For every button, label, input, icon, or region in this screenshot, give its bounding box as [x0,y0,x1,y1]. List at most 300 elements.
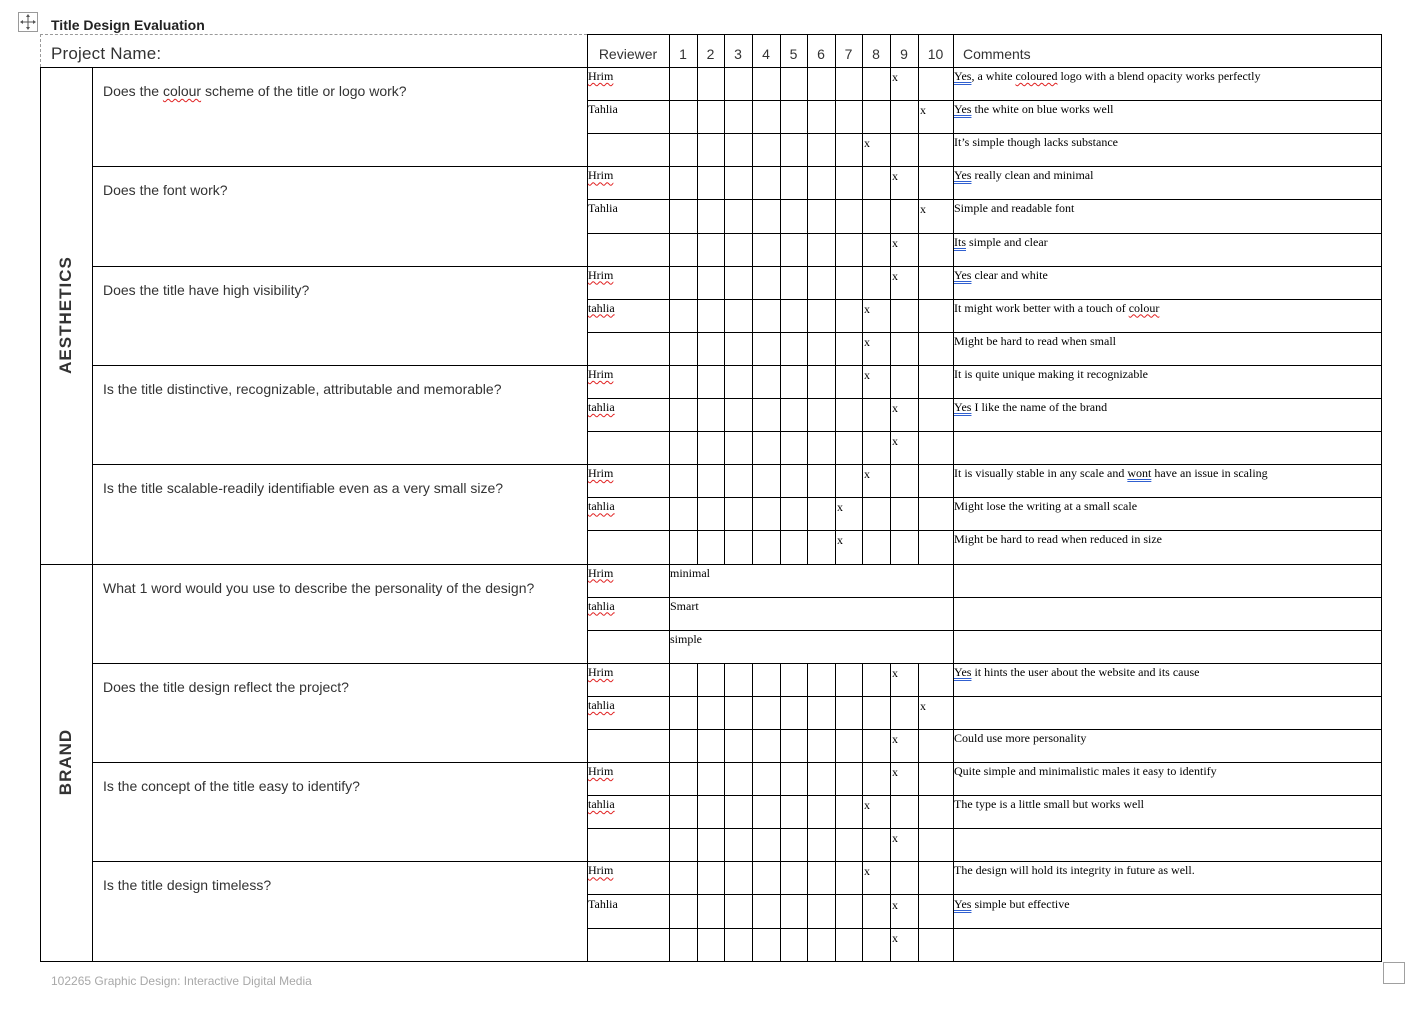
score-divider [697,861,698,895]
score-divider [862,67,863,101]
score-divider [780,762,781,796]
score-divider [862,762,863,796]
comment-text[interactable]: Yes clear and white [954,267,1048,282]
score-divider [807,464,808,498]
score-divider [835,696,836,730]
score-mark-9[interactable]: x [892,665,898,680]
score-divider [862,828,863,862]
score-divider [862,332,863,366]
table-right-border [1381,266,1382,300]
score-divider [780,696,781,730]
score-divider [752,530,753,565]
score-divider [669,67,670,101]
score-divider [862,166,863,200]
score-mark-8[interactable]: x [864,334,870,349]
score-divider [780,928,781,962]
row-divider [587,133,1382,134]
score-divider [862,365,863,399]
score-mark-8[interactable]: x [864,864,870,879]
score-divider [890,795,891,829]
score-divider [835,530,836,565]
score-divider [890,828,891,862]
score-divider [918,398,919,432]
score-divider [752,233,753,267]
score-divider [835,299,836,333]
score-divider [724,166,725,200]
score-divider [890,365,891,399]
score-divider [862,266,863,300]
score-divider [807,928,808,962]
score-divider [890,928,891,962]
score-mark-8[interactable]: x [864,467,870,482]
score-mark-8[interactable]: x [864,798,870,813]
header-right-border [1381,34,1382,68]
score-divider [780,199,781,234]
score-divider [918,663,919,697]
word-answer[interactable]: simple [670,631,702,646]
score-divider [697,795,698,829]
score-divider [835,828,836,862]
reviewer-name: Tahlia [588,201,618,216]
section-divider [40,961,1382,962]
table-left-border [40,564,41,962]
reviewer-name: tahlia [588,697,615,712]
score-divider [862,696,863,730]
score-divider [724,199,725,234]
score-divider [918,365,919,399]
score-divider [807,762,808,796]
score-divider [918,431,919,465]
score-divider [835,100,836,134]
score-divider [780,365,781,399]
score-divider [669,497,670,531]
score-divider [669,729,670,763]
table-right-border [1381,431,1382,465]
row-divider [587,100,1382,101]
reviewer-left-border [587,266,588,300]
score-divider [780,894,781,929]
header-score-2: 2 [706,46,715,62]
question-divider [92,861,1382,862]
score-divider [890,729,891,763]
reviewer-left-border [587,67,588,101]
score-divider [752,100,753,134]
question-left-border [92,464,93,565]
score-divider [697,928,698,962]
header-reviewer: Reviewer [598,46,658,62]
score-divider [724,861,725,895]
score-mark-9[interactable]: x [892,169,898,184]
score-divider [669,464,670,498]
reviewer-left-border [587,795,588,829]
reviewer-name: tahlia [588,499,615,514]
comment-text[interactable]: Yes the white on blue works well [954,102,1114,117]
table-right-border [1381,530,1382,565]
score-divider [807,398,808,432]
comment-text[interactable]: Might lose the writing at a small scale [954,499,1138,514]
table-right-border [1381,199,1382,234]
score-divider [752,431,753,465]
score-divider [918,166,919,200]
score-mark-9[interactable]: x [892,897,898,912]
reviewer-name: tahlia [588,598,615,613]
comment-text[interactable]: Quite simple and minimalistic males it easy to identify [954,764,1217,779]
reviewer-name: Hrim [588,565,614,580]
question-text: Does the title have high visibility? [103,281,310,298]
row-divider [587,630,1382,631]
score-divider [890,762,891,796]
answer-divider [669,564,670,598]
row-divider [587,795,1382,796]
score-divider [669,199,670,234]
score-divider [807,365,808,399]
question-divider [92,365,1382,366]
score-divider [890,67,891,101]
question-left-border [92,67,93,167]
table-right-border [1381,762,1382,796]
score-divider [953,828,954,862]
score-divider [752,166,753,200]
reviewer-name: Hrim [588,664,614,679]
table-right-border [1381,133,1382,167]
score-divider [890,266,891,300]
comment-text[interactable]: Yes I like the name of the brand [954,400,1108,414]
score-divider [807,100,808,134]
score-divider [724,266,725,300]
question-divider [92,266,1382,267]
table-right-border [1381,100,1382,134]
reviewer-name: Hrim [588,69,614,83]
score-divider [724,67,725,101]
question-text: Is the title scalable-readily identifiable even as a very small size? [103,480,504,497]
comment-text[interactable]: Yes simple but effective [954,896,1070,911]
score-divider [697,398,698,432]
table-right-border [1381,365,1382,399]
score-divider [862,464,863,498]
word-answer[interactable]: Smart [670,598,699,613]
score-divider [669,266,670,300]
header-comments: Comments [963,46,1031,62]
score-divider [697,365,698,399]
table-right-border [1381,928,1382,962]
score-divider [807,166,808,200]
table-move-handle[interactable] [18,12,38,32]
score-divider [918,828,919,862]
score-divider [724,663,725,697]
comment-text[interactable]: It is quite unique making it recognizable [954,366,1148,381]
score-divider [724,365,725,399]
reviewer-name: tahlia [588,400,615,414]
score-mark-9[interactable]: x [892,831,898,846]
score-divider [890,530,891,565]
score-divider [724,299,725,333]
score-divider [669,795,670,829]
score-divider [752,928,753,962]
comment-text[interactable]: It is visually stable in any scale and wont have an issue in scaling [954,466,1268,481]
score-divider [862,233,863,267]
score-divider [697,266,698,300]
score-divider [697,497,698,531]
comment-text[interactable]: Might be hard to read when small [954,333,1116,348]
score-divider [669,696,670,730]
score-divider [697,133,698,167]
score-mark-9[interactable]: x [892,930,898,945]
document-title: Title Design Evaluation [51,17,205,33]
header-score-6: 6 [817,46,825,62]
table-right-border [1381,299,1382,333]
score-divider [835,894,836,929]
table-right-border [1381,663,1382,697]
score-mark-9[interactable]: x [892,401,898,415]
score-divider [918,199,919,234]
header-score-divider [953,34,954,68]
score-divider [752,861,753,895]
reviewer-name: Tahlia [588,896,618,911]
table-right-border [1381,166,1382,200]
score-divider [752,398,753,432]
score-divider [835,166,836,200]
score-divider [669,332,670,366]
score-divider [752,332,753,366]
score-divider [890,100,891,134]
score-divider [835,233,836,267]
comment-text[interactable]: It’s simple though lacks substance [954,135,1118,150]
comment-text[interactable]: Could use more personality [954,731,1087,745]
score-divider [918,729,919,763]
score-mark-9[interactable]: x [892,235,898,250]
score-divider [780,795,781,829]
table-resize-handle[interactable] [1383,962,1405,984]
score-mark-9[interactable]: x [892,70,898,84]
table-right-border [1381,564,1382,598]
score-divider [697,166,698,200]
score-divider [953,928,954,962]
comment-text[interactable]: It might work better with a touch of colour [954,300,1160,315]
score-divider [724,795,725,829]
comment-divider [953,564,954,598]
comment-text[interactable]: Yes really clean and minimal [954,168,1094,183]
score-divider [862,133,863,167]
score-mark-9[interactable]: x [892,765,898,780]
table-right-border [1381,398,1382,432]
table-right-border [1381,597,1382,631]
score-divider [890,464,891,498]
score-divider [807,894,808,929]
reviewer-left-border [587,133,588,167]
footer-text: 102265 Graphic Design: Interactive Digital Media [51,974,312,988]
score-divider [807,795,808,829]
score-divider [918,233,919,267]
project-name-label[interactable]: Project Name: [51,44,162,63]
score-divider [835,365,836,399]
question-left-border [92,564,93,664]
score-divider [752,133,753,167]
score-divider [697,696,698,730]
reviewer-left-border [587,464,588,498]
score-divider [918,332,919,366]
score-divider [835,199,836,234]
score-divider [862,861,863,895]
reviewer-name: Hrim [588,863,614,878]
score-divider [697,762,698,796]
question-text: Is the title distinctive, recognizable, attributable and memorable? [103,380,502,397]
score-divider [890,332,891,366]
comment-text[interactable]: Yes, a white coloured logo with a blend opacity works perfectly [954,69,1261,83]
score-divider [835,332,836,366]
table-right-border [1381,464,1382,498]
score-divider [669,233,670,267]
score-divider [918,530,919,565]
comment-text[interactable]: Yes it hints the user about the website and its cause [954,664,1200,679]
header-score-9: 9 [900,46,908,62]
header-score-4: 4 [762,46,770,62]
word-answer[interactable]: minimal [670,565,710,580]
score-divider [697,199,698,234]
reviewer-left-border [587,828,588,862]
score-divider [807,497,808,531]
score-mark-8[interactable]: x [864,301,870,316]
question-left-border [92,663,93,763]
score-divider [780,133,781,167]
score-divider [918,299,919,333]
score-divider [752,199,753,234]
score-divider [724,894,725,929]
reviewer-left-border [587,365,588,399]
score-mark-10[interactable]: x [920,698,926,713]
score-mark-10[interactable]: x [920,202,926,217]
row-divider [587,398,1382,399]
score-mark-8[interactable]: x [864,367,870,382]
comment-text[interactable]: Might be hard to read when reduced in size [954,532,1162,547]
score-divider [862,663,863,697]
score-divider [669,431,670,465]
table-right-border [1381,828,1382,862]
reviewer-left-border [587,497,588,531]
score-divider [780,299,781,333]
score-divider [669,299,670,333]
score-divider [697,663,698,697]
score-divider [724,431,725,465]
score-divider [918,100,919,134]
score-divider [807,299,808,333]
section-label-brand: BRAND [56,728,75,796]
comment-text[interactable]: Its simple and clear [954,234,1048,249]
reviewer-name: tahlia [588,300,615,315]
answer-divider [669,630,670,664]
score-divider [752,828,753,862]
comment-divider [953,597,954,631]
score-divider [752,663,753,697]
question-left-border [92,365,93,465]
header-top-border [587,34,1382,35]
score-divider [835,663,836,697]
score-divider [697,332,698,366]
row-divider [587,530,1382,531]
section-divider [40,564,1382,565]
score-divider [807,431,808,465]
score-divider [780,332,781,366]
score-divider [835,398,836,432]
score-divider [752,762,753,796]
score-divider [780,729,781,763]
score-divider [918,133,919,167]
header-score-7: 7 [844,46,853,62]
score-divider [669,663,670,697]
score-divider [780,431,781,465]
row-divider [587,928,1382,929]
score-mark-10[interactable]: x [920,103,926,118]
row-divider [587,431,1382,432]
question-divider [92,166,1382,167]
reviewer-left-border [587,299,588,333]
score-divider [862,795,863,829]
score-divider [890,199,891,234]
score-divider [697,100,698,134]
score-mark-7[interactable]: x [837,500,843,515]
score-divider [835,861,836,895]
reviewer-left-border [587,431,588,465]
score-divider [835,928,836,962]
score-divider [835,497,836,531]
score-divider [724,530,725,565]
reviewer-left-border [587,530,588,565]
question-divider [92,762,1382,763]
score-mark-9[interactable]: x [892,732,898,746]
comment-text[interactable]: Simple and readable font [954,201,1075,216]
reviewer-left-border [587,332,588,366]
question-text: Is the concept of the title easy to identify? [103,778,360,795]
table-left-border [40,67,41,565]
reviewer-left-border [587,762,588,796]
score-divider [953,696,954,730]
table-right-border [1381,630,1382,664]
score-divider [835,464,836,498]
reviewer-left-border [587,564,588,598]
score-divider [862,497,863,531]
reviewer-name: Hrim [588,466,614,481]
score-divider [697,67,698,101]
comment-text[interactable]: The type is a little small but works well [954,797,1145,812]
score-divider [752,365,753,399]
score-divider [862,398,863,432]
score-divider [807,696,808,730]
score-divider [890,166,891,200]
table-right-border [1381,894,1382,929]
score-mark-7[interactable]: x [837,533,843,548]
score-divider [807,828,808,862]
score-divider [918,861,919,895]
score-divider [697,233,698,267]
score-mark-9[interactable]: x [892,268,898,283]
comment-text[interactable]: The design will hold its integrity in future as well. [954,863,1195,878]
score-divider [835,266,836,300]
score-divider [669,762,670,796]
table-right-border [1381,795,1382,829]
score-divider [752,894,753,929]
score-divider [807,199,808,234]
score-divider [890,398,891,432]
score-divider [724,332,725,366]
score-mark-9[interactable]: x [892,434,898,449]
score-divider [835,67,836,101]
row-divider [587,597,1382,598]
score-divider [807,663,808,697]
score-mark-8[interactable]: x [864,136,870,151]
move-arrows-icon [20,14,36,30]
table-right-border [1381,233,1382,267]
score-divider [724,100,725,134]
score-divider [724,133,725,167]
